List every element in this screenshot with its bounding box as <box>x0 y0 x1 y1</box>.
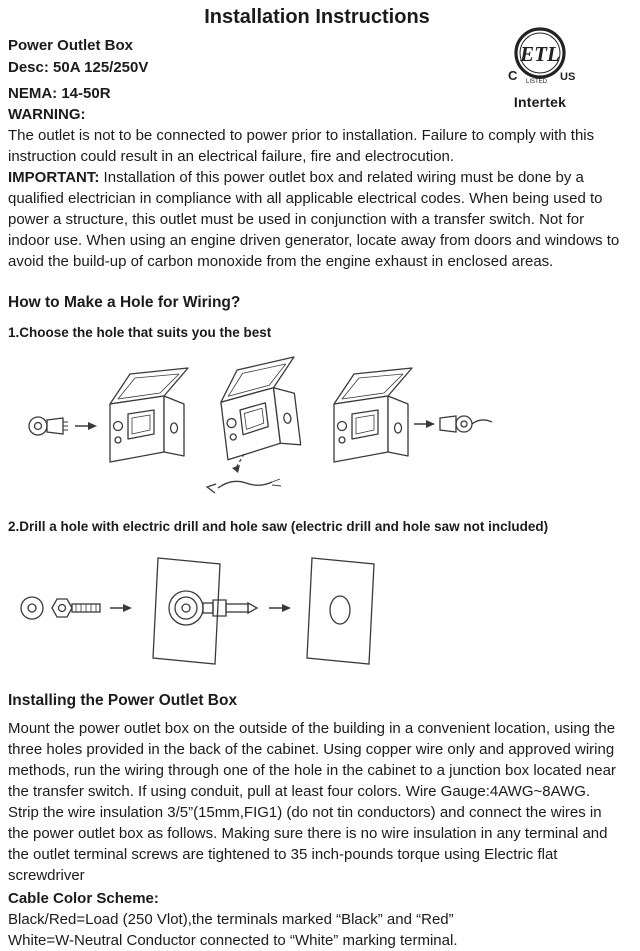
drilled-plate-icon <box>307 558 374 664</box>
important-paragraph <box>8 167 626 272</box>
hole-step2-label: 2.Drill a hole with electric drill and hole saw (electric drill and hole saw not included) <box>8 519 549 534</box>
arrow-right-icon <box>110 604 132 612</box>
cable-color-scheme <box>8 888 626 951</box>
product-nema: NEMA: 14-50R <box>8 85 111 102</box>
hole-step1-label: 1.Choose the hole that suits you the best <box>8 325 272 340</box>
etl-us-letters: US <box>560 71 576 83</box>
warning-text: The outlet is not to be connected to power prior to installation. Failure to comply with this instruction could result in an electrical failure, fire and electrocution. <box>8 127 595 165</box>
important-text: Installation of this power outlet box and related wiring must be done by a qualified electrician in compliance with all applicable electrical codes. When being used to power a structure, this outlet must be used in conjunction with a transfer switch. Not for indoor use. When using an engine driven generator, locate away from doors and windows to avoid the build-up of carbon monoxide from the engine exhaust in enclosed areas. <box>8 169 620 270</box>
arrow-right-icon <box>414 420 435 428</box>
page-title: Installation Instructions <box>204 6 430 28</box>
washer-icon <box>21 597 43 619</box>
intertek-label: Intertek <box>513 94 567 110</box>
installing-paragraph-1: Mount the power outlet box on the outside of the building in a convenient location, using the three holes provided in the back of the cabinet. Using copper wire only and approved wiring methods, run the wiring through one of the hole in the cabinet to a junction box located near the transfer switch. If using conduit, pull at least four colors. Wire Gauge:4AWG~8AWG. <box>8 720 616 800</box>
etl-listed-text: LISTED <box>526 79 548 85</box>
outlet-box-option-3 <box>334 368 412 462</box>
cable-connector-left-icon <box>29 417 68 435</box>
important-label: IMPORTANT: <box>8 169 100 186</box>
cable-scheme-line-2: White=W-Neutral Conductor connected to “White” marking terminal. <box>8 932 458 949</box>
arrow-right-icon <box>75 422 97 430</box>
installing-heading: Installing the Power Outlet Box <box>8 692 238 709</box>
etl-letters: ETL <box>520 42 560 66</box>
arrow-right-icon <box>269 604 291 612</box>
bottom-cable-icon <box>207 454 281 493</box>
product-desc: Desc: 50A 125/250V <box>8 59 149 76</box>
outlet-box-option-1 <box>110 368 188 462</box>
cable-scheme-line-1: Black/Red=Load (250 Vlot),the terminals marked “Black” and “Red” <box>8 911 454 928</box>
cable-connector-right-icon <box>440 416 492 432</box>
hole-options-illustration <box>22 348 500 506</box>
cable-scheme-label: Cable Color Scheme: <box>8 890 159 907</box>
outlet-box-option-2 <box>217 357 306 460</box>
drill-hole-saw-illustration <box>12 548 412 670</box>
etl-c-letter: C <box>508 68 518 83</box>
product-name: Power Outlet Box <box>8 37 134 54</box>
etl-mark-icon <box>492 26 588 88</box>
bolt-icon <box>52 599 100 617</box>
warning-label: WARNING: <box>8 106 86 123</box>
installing-paragraph-2: Strip the wire insulation 3/5”(15mm,FIG1) (do not tin conductors) and connect the wires in the power outlet box as follows. Making sure there is no wire insulation in any terminal and the outlet terminal screws are tightened to 35 inch-pounds torque using Electric flat screwdriver <box>8 804 608 884</box>
hole-saw-assembly-icon <box>153 558 257 664</box>
hole-section-heading: How to Make a Hole for Wiring? <box>8 294 241 311</box>
etl-intertek-logo <box>492 26 588 110</box>
